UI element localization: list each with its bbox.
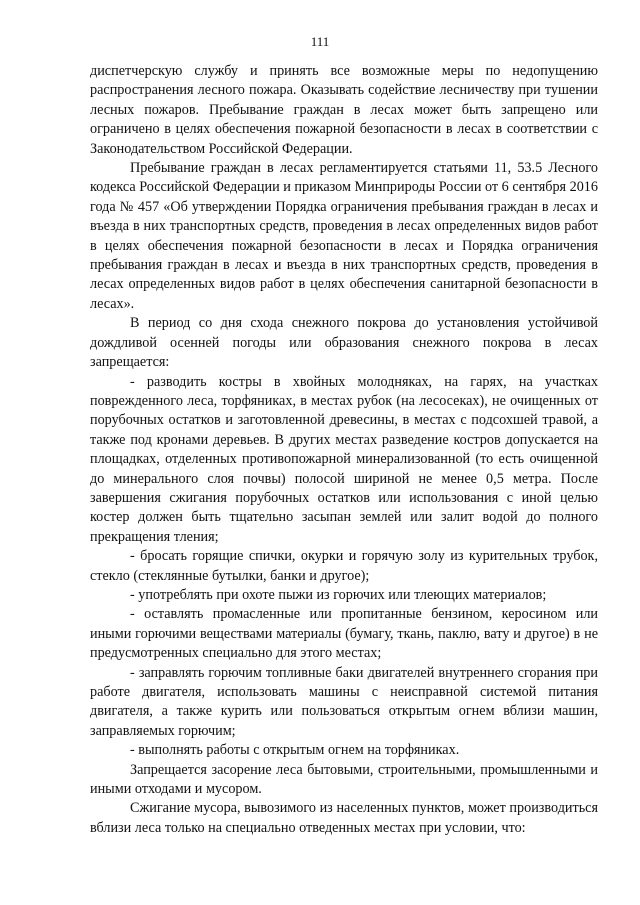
list-item-campfires: - разводить костры в хвойных молодняках, на гарях, на участках поврежденного леса, торфяниках, в местах рубок (на лесосеках), не очищенных от порубочных остатков и заготовленной древесины, в местах с подсохшей травой, а также под кронами деревьев. В других местах разведение костров допускается на площадках, отделенных противопожарной минерализованной (то есть очищенной до минерального слоя почвы) полосой шириной не менее 0,5 метра. После завершения сжигания порубочных остатков или использования с иной целью костер должен быть тщательно засыпан землей или залит водой до полного прекращения тления;	[90, 373, 598, 545]
paragraph-regulation: Пребывание граждан в лесах регламентируется статьями 11, 53.5 Лесного кодекса Российской Федерации и приказом Минприроды России от 6 сентября 2016 года № 457 «Об утверждении Порядка ограничения пребывания граждан в лесах и въезда в них транспортных средств, проведения в лесах определенных видов работ в целях обеспечения пожарной безопасности в лесах и Порядка ограничения пребывания граждан в лесах и въезда в них транспортных средств, проведения в лесах определенных видов работ в целях обеспечения санитарной безопасности в лесах».	[90, 160, 598, 312]
page-number: 111	[310, 34, 330, 49]
body-text	[90, 62, 598, 838]
list-item-peatlands: - выполнять работы с открытым огнем на торфяниках.	[130, 742, 460, 759]
list-item-oiled-materials: - оставлять промасленные или пропитанные бензином, керосином или иными горючими веществами материалы (бумагу, ткань, паклю, вату и другое) в не предусмотренных специально для этого местах;	[90, 606, 598, 662]
list-item-refueling: - заправлять горючим топливные баки двигателей внутреннего сгорания при работе двигателя, использовать машины с неисправной системой питания двигателя, а также курить или пользоваться открытым огнем вблизи машин, заправляемых горючим;	[90, 664, 598, 739]
paragraph-littering: Запрещается засорение леса бытовыми, строительными, промышленными и иными отходами и мусором.	[90, 761, 598, 798]
paragraph-fire-measures: диспетчерскую службу и принять все возможные меры по недопущению распространения лесного пожара. Оказывать содействие лесничеству при тушении лесных пожаров. Пребывание граждан в лесах может быть запрещено или ограничено в целях обеспечения пожарной безопасности в лесах в соответствии с Законодательством Российской Федерации.	[90, 63, 598, 157]
paragraph-prohibited-period: В период со дня схода снежного покрова до установления устойчивой дождливой осенней погоды или образования снежного покрова в лесах запрещается:	[90, 315, 598, 371]
list-item-matches: - бросать горящие спички, окурки и горячую золу из курительных трубок, стекло (стеклянные бутылки, банки и другое);	[90, 548, 598, 584]
list-item-hunting-wads: - употреблять при охоте пыжи из горючих или тлеющих материалов;	[130, 586, 547, 603]
paragraph-garbage-burning: Сжигание мусора, вывозимого из населенных пунктов, может производиться вблизи леса только на специально отведенных местах при условии, что:	[90, 800, 598, 836]
